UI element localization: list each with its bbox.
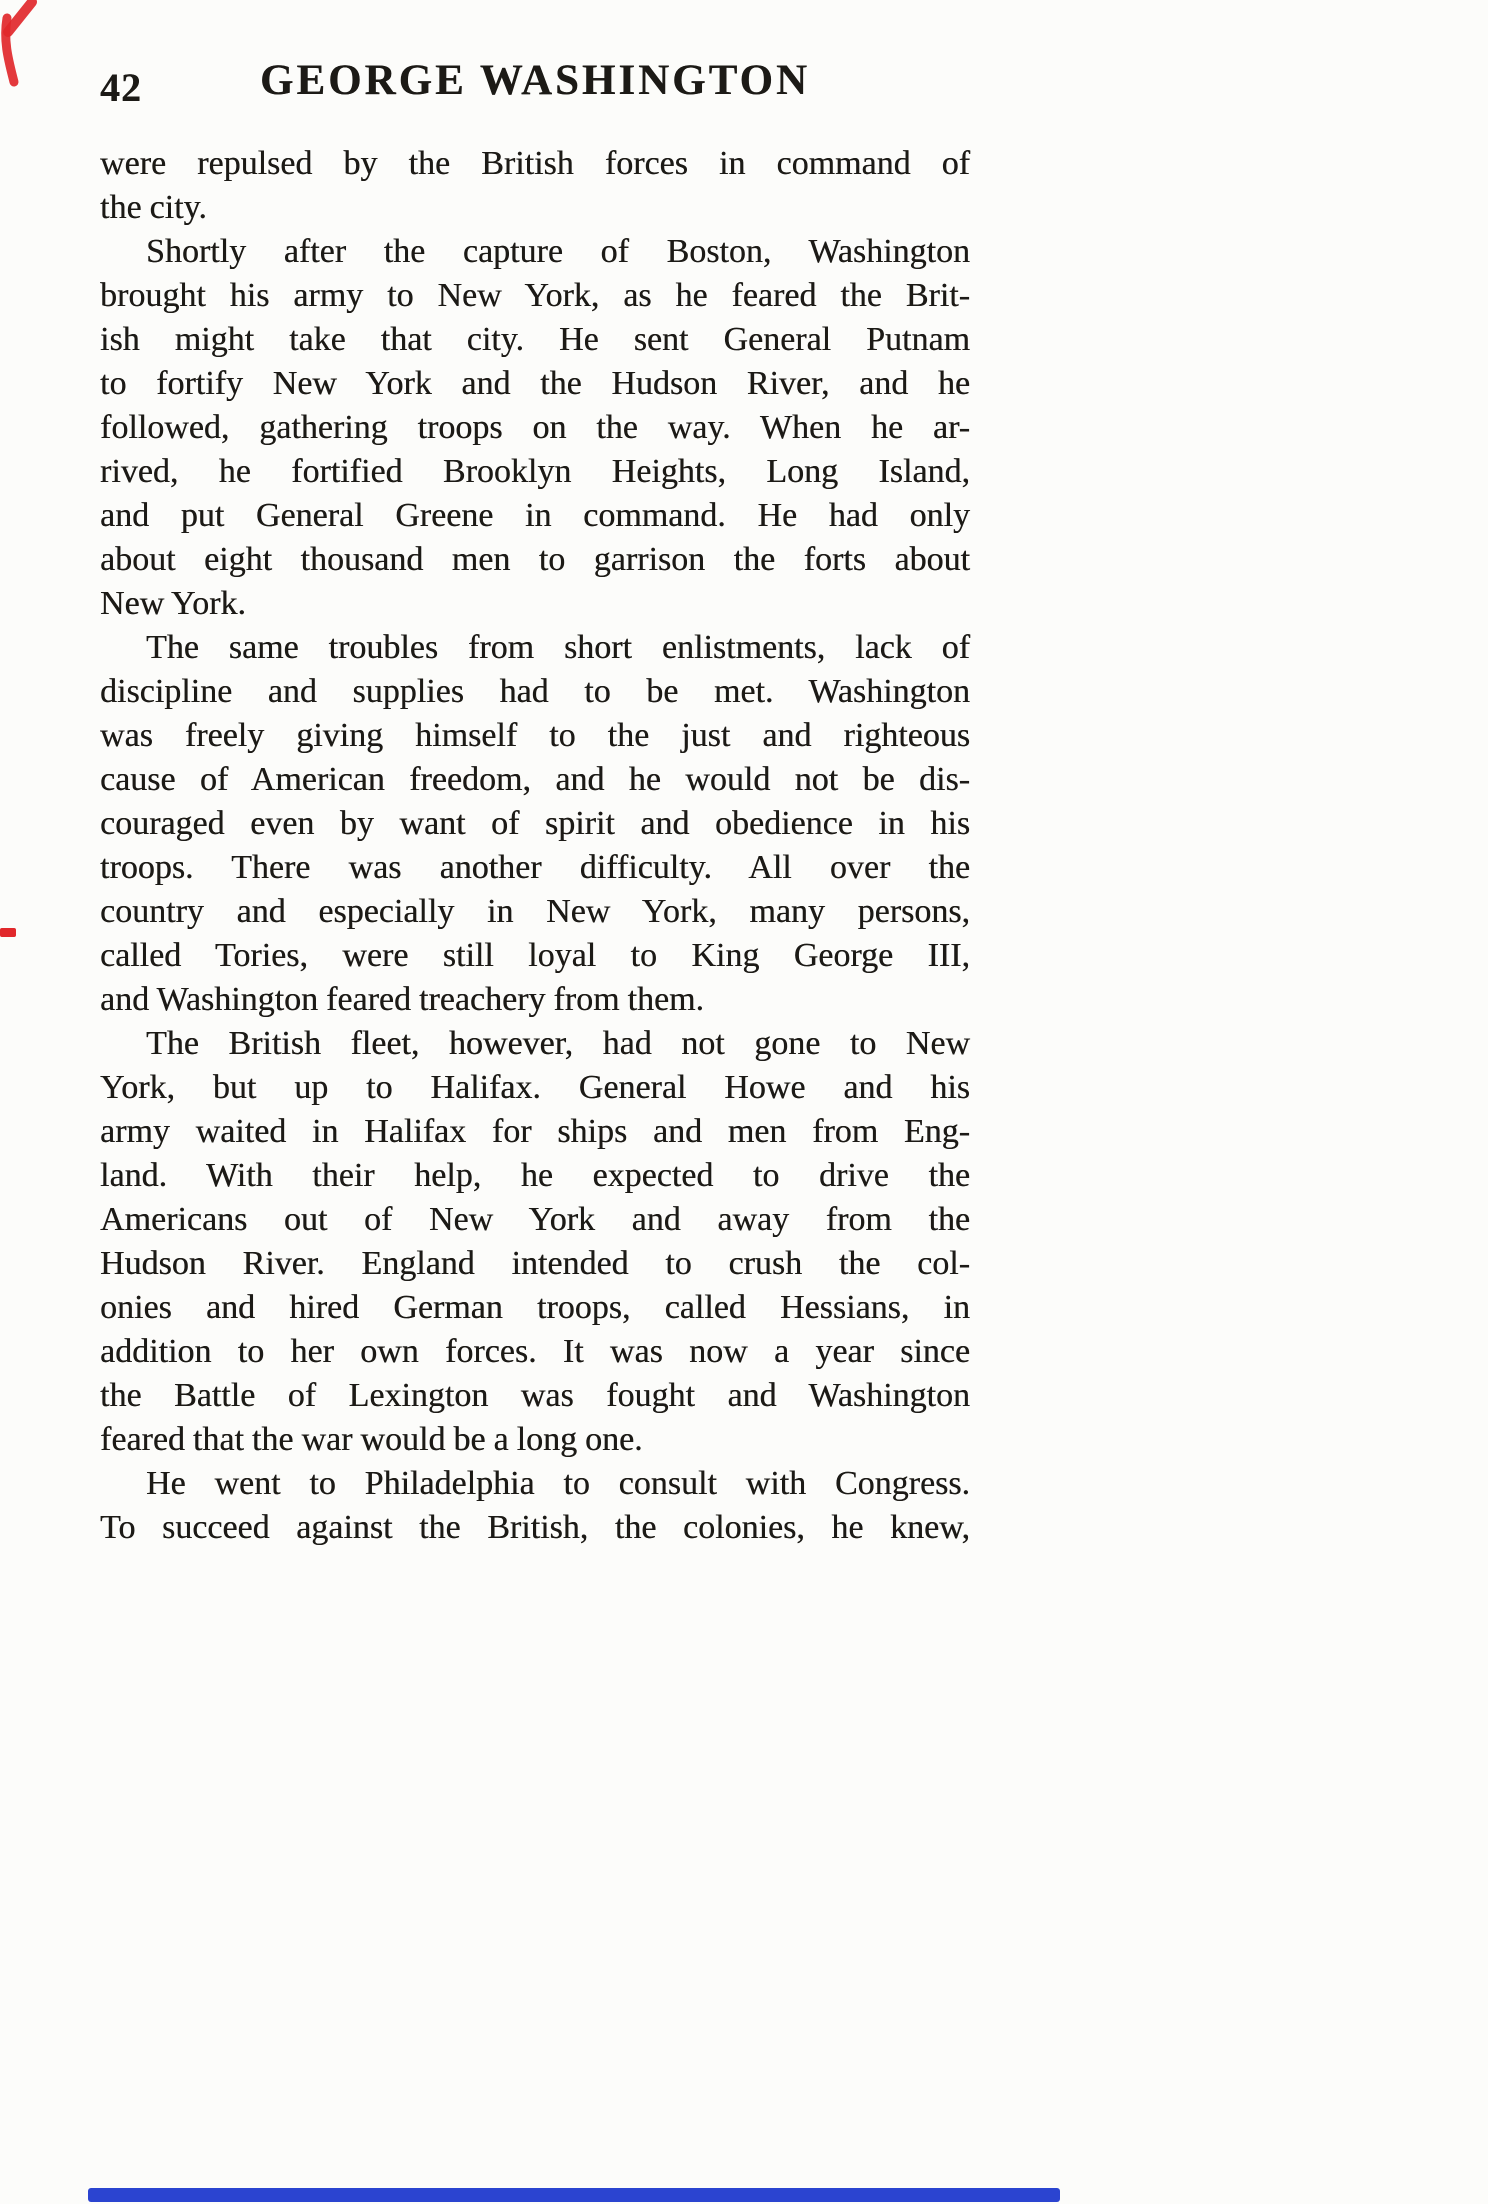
text-line: followed, gathering troops on the way. When he ar- <box>100 409 970 446</box>
text-line: about eight thousand men to garrison the forts about <box>100 541 970 578</box>
text-line: army waited in Halifax for ships and men from Eng- <box>100 1113 970 1150</box>
text-line: addition to her own forces. It was now a year since <box>100 1333 970 1370</box>
text-line: York, but up to Halifax. General Howe and his <box>100 1069 970 1106</box>
text-line: called Tories, were still loyal to King George III, <box>100 937 970 974</box>
red-edge-mark-icon <box>0 928 16 937</box>
text-line: The same troubles from short enlistments, lack of <box>146 629 970 666</box>
text-line: country and especially in New York, many persons, <box>100 893 970 930</box>
text-line: ish might take that city. He sent General Putnam <box>100 321 970 358</box>
text-line: the city. <box>100 189 207 226</box>
text-line: to fortify New York and the Hudson River, and he <box>100 365 970 402</box>
text-line: onies and hired German troops, called Hessians, in <box>100 1289 970 1326</box>
red-pen-mark-icon <box>0 0 70 100</box>
text-line: were repulsed by the British forces in command of <box>100 145 970 182</box>
text-line: The British fleet, however, had not gone to New <box>146 1025 970 1062</box>
text-line: To succeed against the British, the colonies, he knew, <box>100 1509 970 1546</box>
text-line: Hudson River. England intended to crush the col- <box>100 1245 970 1282</box>
text-line: discipline and supplies had to be met. Washington <box>100 673 970 710</box>
text-line: the Battle of Lexington was fought and Washington <box>100 1377 970 1414</box>
text-line: rived, he fortified Brooklyn Heights, Long Island, <box>100 453 970 490</box>
text-line: Americans out of New York and away from the <box>100 1201 970 1238</box>
text-line: was freely giving himself to the just and righteous <box>100 717 970 754</box>
page-number: 42 <box>100 65 142 110</box>
text-line: and Washington feared treachery from them. <box>100 981 705 1018</box>
text-line: and put General Greene in command. He had only <box>100 497 970 534</box>
text-line: couraged even by want of spirit and obedience in his <box>100 805 970 842</box>
blue-scan-bar <box>88 2188 1060 2202</box>
text-line: land. With their help, he expected to drive the <box>100 1157 970 1194</box>
text-line: troops. There was another difficulty. All over the <box>100 849 970 886</box>
running-header-title: GEORGE WASHINGTON <box>259 57 810 104</box>
text-line: New York. <box>100 585 246 622</box>
text-line: Shortly after the capture of Boston, Washington <box>146 233 970 270</box>
text-line: brought his army to New York, as he feared the Brit- <box>100 277 970 314</box>
text-line: cause of American freedom, and he would not be dis- <box>100 761 970 798</box>
body-text <box>100 142 970 1550</box>
running-head <box>100 56 970 110</box>
text-line: feared that the war would be a long one. <box>100 1421 643 1458</box>
text-line: He went to Philadelphia to consult with Congress. <box>146 1465 970 1502</box>
